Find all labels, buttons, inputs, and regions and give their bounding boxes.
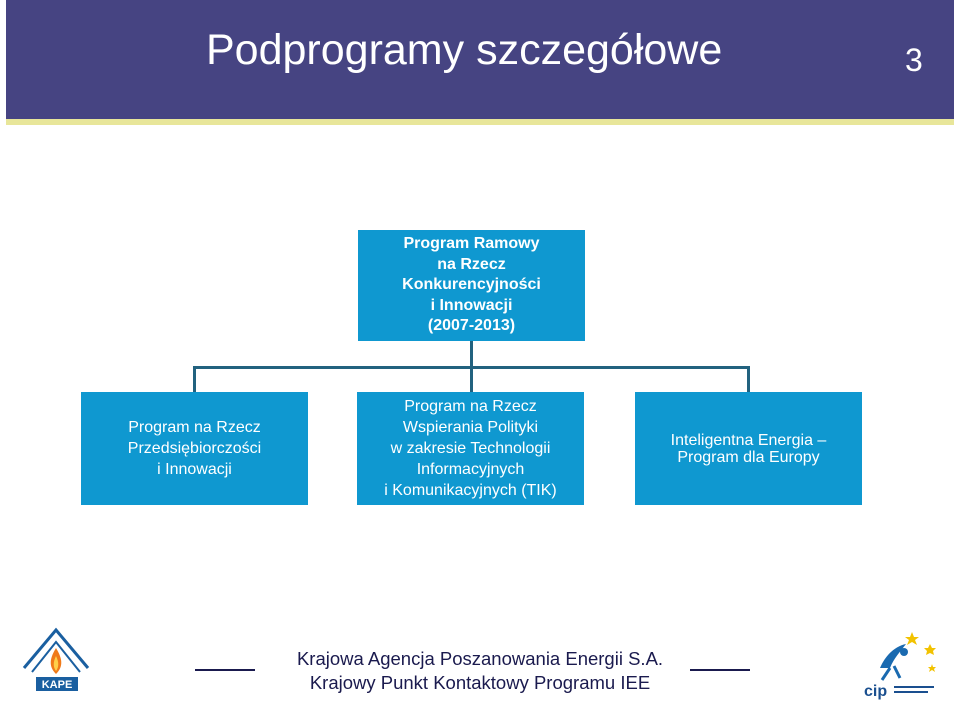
connector-child-3: [747, 366, 750, 392]
child-line: Program na Rzecz: [128, 419, 261, 436]
connector-child-2: [470, 366, 473, 392]
cip-logo-text: cip: [864, 683, 888, 700]
slide-title: Podprogramy szczegółowe: [206, 26, 723, 74]
child-line: Program na Rzecz: [404, 398, 537, 415]
footer-rule-left: [195, 669, 255, 671]
root-line: Konkurencyjności: [402, 276, 541, 294]
child-line: Wspierania Polityki: [402, 419, 539, 436]
root-line: (2007-2013): [427, 317, 516, 335]
child-line: i Innowacji: [157, 461, 232, 478]
header-stripe: [6, 119, 954, 125]
child-line: Informacyjnych: [416, 461, 525, 478]
child-line: Inteligentna Energia –: [670, 431, 827, 449]
kape-logo-icon: [14, 622, 100, 698]
slide-number: 3: [905, 42, 923, 78]
cip-logo-icon: [860, 624, 956, 700]
root-line: Program Ramowy: [403, 235, 540, 253]
root-line: i Innowacji: [430, 296, 513, 314]
footer-agency-name: Krajowa Agencja Poszanowania Energii S.A.: [296, 648, 664, 669]
child-line: Przedsiębiorczości: [127, 440, 262, 457]
child-program-box-entrepreneurship: [81, 392, 308, 505]
child-program-box-ict: [357, 392, 584, 505]
root-program-box: [358, 230, 585, 341]
connector-root-down: [470, 341, 473, 367]
child-line: w zakresie Technologii: [390, 440, 551, 457]
child-line: i Komunikacyjnych (TIK): [384, 482, 557, 499]
root-line: na Rzecz: [437, 255, 506, 273]
connector-child-1: [193, 366, 196, 392]
child-line: Program dla Europy: [677, 448, 820, 466]
footer-contact-point: Krajowy Punkt Kontaktowy Programu IEE: [309, 672, 651, 693]
kape-logo-text: KAPE: [41, 679, 73, 691]
child-program-box-energy: [635, 392, 862, 505]
